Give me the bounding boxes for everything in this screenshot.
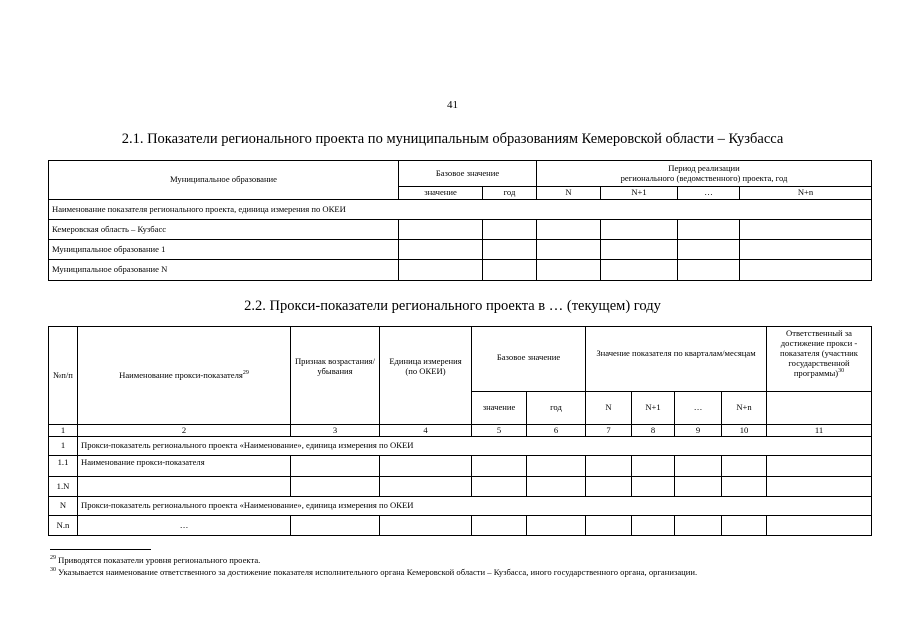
column-number-row [49, 425, 872, 437]
col-quarters-label: Значение показателя по кварталам/месяцам [596, 348, 756, 358]
col-proxy-name-label: Наименование прокси-показателя [119, 369, 243, 380]
footnote-ref-30: 30 [838, 367, 845, 374]
row-label: Кемеровская область – Кузбасс [49, 220, 399, 240]
col-responsible-label: Ответственный за достижение прокси - показателя (участник государственной программы) [780, 328, 858, 378]
row-number: N [49, 497, 78, 516]
sub-n: N [586, 392, 632, 425]
col-responsible [767, 327, 872, 392]
col-unit [380, 327, 472, 425]
col-sign-label: Признак возрастания/ убывания [294, 356, 376, 376]
proxy-name: Наименование прокси-показателя [78, 456, 291, 477]
row-number: 1 [49, 437, 78, 456]
sub-n: N [537, 187, 601, 200]
municipal-indicators-table [48, 160, 872, 281]
col-number: 2 [78, 425, 291, 437]
col-num: №п/п [49, 327, 78, 425]
row-label: Муниципальное образование N [49, 260, 399, 281]
page-number: 41 [447, 99, 458, 111]
col-period-line2: регионального (ведомственного) проекта, год [620, 172, 788, 183]
sub-dots: … [675, 392, 722, 425]
sub-value: значение [472, 392, 527, 425]
col-base [472, 327, 586, 392]
footnote-30 [50, 567, 872, 578]
sub-year: год [527, 392, 586, 425]
footnote-29 [50, 555, 872, 566]
col-number: 11 [767, 425, 872, 437]
sub-dots: … [678, 187, 740, 200]
col-number: 8 [632, 425, 675, 437]
col-number: 10 [722, 425, 767, 437]
col-period-line1: Период реализации [668, 162, 740, 173]
col-municipality: Муниципальное образование [49, 161, 399, 200]
footnote-30-mark: 30 [50, 567, 56, 574]
table-row [49, 497, 872, 516]
section1-title: 2.1. Показатели регионального проекта по муниципальным образованиям Кемеровской области – Кузбасса [121, 131, 784, 147]
sub-nn: N+n [722, 392, 767, 425]
sub-value: значение [399, 187, 483, 200]
col-number: 6 [527, 425, 586, 437]
row-number: 1.N [49, 477, 78, 497]
col-sign [291, 327, 380, 425]
proxy-name: … [78, 516, 291, 536]
section2-title: 2.2. Прокси-показатели регионального проекта в … (текущем) году [244, 298, 661, 314]
col-number: 7 [586, 425, 632, 437]
footnote-separator [50, 549, 151, 550]
footnote-ref-29: 29 [242, 369, 249, 376]
col-number: 5 [472, 425, 527, 437]
sub-n1: N+1 [632, 392, 675, 425]
proxy-group-title: Прокси-показатель регионального проекта «Наименование», единица измерения по ОКЕИ [78, 437, 872, 456]
col-proxy-name [78, 327, 291, 425]
table-row [49, 516, 872, 536]
sub-nn: N+n [740, 187, 872, 200]
col-base-value: Базовое значение [399, 161, 537, 187]
col-unit-label: Единица измерения (по ОКЕИ) [389, 356, 462, 376]
proxy-indicators-table [48, 326, 872, 536]
col-quarters [586, 327, 767, 392]
sub-n1: N+1 [601, 187, 678, 200]
col-base-label: Базовое значение [496, 352, 561, 362]
col-number: 3 [291, 425, 380, 437]
sub-year: год [483, 187, 537, 200]
footnote-29-text: Приводятся показатели уровня регионального проекта. [58, 555, 261, 565]
table-row [49, 456, 872, 477]
row-number: 1.1 [49, 456, 78, 477]
proxy-group-title: Прокси-показатель регионального проекта «Наименование», единица измерения по ОКЕИ [78, 497, 872, 516]
table-row [49, 240, 872, 260]
table-row [49, 260, 872, 281]
col-number: 1 [49, 425, 78, 437]
indicator-name-row: Наименование показателя регионального проекта, единица измерения по ОКЕИ [49, 200, 872, 220]
col-number: 4 [380, 425, 472, 437]
row-label: Муниципальное образование 1 [49, 240, 399, 260]
col-period [537, 161, 872, 187]
footnote-30-text: Указывается наименование ответственного за достижение показателя исполнительного органа Кемеровской области – Кузбасса, иного государственного органа, организации. [58, 567, 698, 577]
footnote-29-mark: 29 [50, 555, 56, 562]
table-row [49, 220, 872, 240]
col-number: 9 [675, 425, 722, 437]
row-number: N.n [49, 516, 78, 536]
table-row [49, 437, 872, 456]
table-row [49, 477, 872, 497]
